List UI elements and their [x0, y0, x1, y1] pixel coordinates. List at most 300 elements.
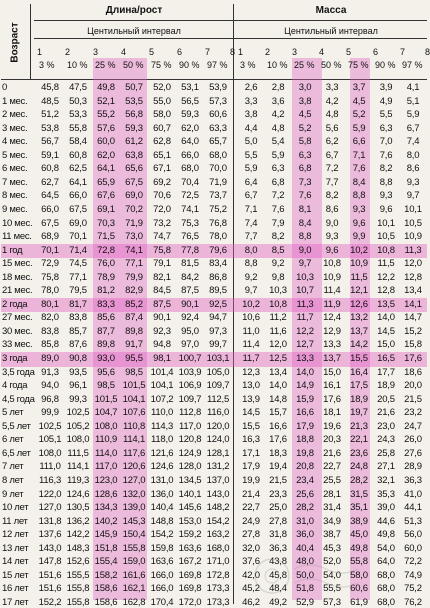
mass-value: 23,0	[377, 420, 395, 432]
row-age-label: 4 мес.	[2, 136, 28, 148]
mass-value: 3,9	[379, 82, 393, 93]
mass-interval-number: 8	[425, 47, 430, 57]
mass-value: 68,0	[377, 569, 395, 581]
row-age-label: 30 мес.	[2, 325, 33, 337]
mass-value: 24,7	[404, 420, 422, 432]
mass-value: 15,0	[377, 339, 395, 351]
length-value: 66,0	[69, 190, 87, 202]
length-value: 166,0	[150, 569, 174, 581]
mass-value: 25,0	[269, 502, 287, 514]
row-age-label: 8 лет	[2, 474, 24, 486]
mass-value: 16,6	[296, 407, 314, 419]
length-value: 53,9	[209, 82, 227, 93]
mass-value: 18,8	[296, 434, 314, 446]
mass-value: 15,8	[404, 339, 422, 351]
length-value: 75,8	[153, 244, 171, 256]
length-value: 120,0	[206, 420, 230, 432]
length-value: 140,4	[150, 502, 174, 514]
length-value: 57,6	[97, 122, 115, 134]
length-value: 148,8	[150, 515, 174, 527]
length-value: 78,0	[41, 285, 59, 297]
mass-value: 3,8	[244, 109, 258, 121]
mass-centile-label: 97 %	[402, 60, 423, 70]
mass-value: 49,8	[350, 542, 368, 554]
length-value: 63,8	[125, 149, 143, 161]
mass-value: 9,0	[325, 217, 339, 229]
mass-value: 17,6	[269, 434, 287, 446]
length-value: 96,1	[69, 380, 87, 392]
length-value: 117,6	[122, 447, 146, 459]
length-value: 158,6	[94, 583, 118, 595]
length-value: 53,3	[69, 109, 87, 121]
length-value: 147,8	[38, 556, 62, 568]
mass-value: 5,1	[406, 95, 420, 107]
mass-value: 23,6	[350, 447, 368, 459]
mass-value: 7,7	[244, 231, 258, 243]
length-header: Длина/рост	[105, 5, 163, 16]
length-value: 68,9	[41, 231, 59, 243]
length-value: 112,5	[206, 393, 230, 405]
length-value: 70,4	[181, 176, 199, 188]
length-value: 56,5	[181, 95, 199, 107]
length-value: 110,8	[122, 420, 146, 432]
length-value: 154,2	[206, 515, 230, 527]
mass-value: 9,3	[325, 231, 339, 243]
length-value: 79,9	[125, 271, 143, 283]
mass-value: 18,9	[350, 393, 368, 405]
mass-value: 32,0	[242, 542, 260, 554]
length-value: 61,2	[125, 136, 143, 148]
length-value: 52,1	[97, 95, 115, 107]
length-value: 137,0	[206, 474, 230, 486]
mass-value: 8,2	[379, 163, 393, 175]
length-value: 119,3	[66, 474, 90, 486]
mass-value: 2,8	[271, 82, 285, 93]
length-value: 120,6	[122, 461, 146, 473]
mass-value: 4,1	[406, 82, 420, 93]
length-value: 87,6	[69, 339, 87, 351]
length-value: 85,2	[125, 298, 143, 310]
row-age-label: 17 лет	[2, 596, 29, 608]
mass-value: 9,0	[298, 244, 312, 256]
mass-value: 21,5	[269, 474, 287, 486]
mass-value: 9,9	[352, 231, 366, 243]
mass-value: 49,2	[269, 596, 287, 608]
mass-value: 11,6	[269, 325, 287, 337]
mass-value: 10,9	[323, 271, 341, 283]
mass-value: 68,0	[377, 583, 395, 595]
length-value: 128,0	[178, 461, 202, 473]
length-value: 110,9	[94, 434, 118, 446]
length-value: 77,1	[69, 271, 87, 283]
row-age-label: 7 лет	[2, 461, 24, 473]
length-value: 79,6	[209, 244, 227, 256]
row-age-label: 3 года	[2, 353, 28, 364]
mass-value: 7,6	[271, 203, 285, 215]
length-value: 83,3	[97, 298, 115, 310]
mass-value: 3,8	[298, 95, 312, 107]
mass-value: 3,3	[244, 95, 258, 107]
length-value: 52,0	[153, 82, 171, 93]
length-value: 169,8	[178, 569, 202, 581]
mass-value: 5,0	[244, 136, 258, 148]
mass-centile-label: 75 %	[348, 60, 369, 70]
length-value: 69,0	[69, 217, 87, 229]
length-value: 49,8	[97, 82, 115, 93]
row-age-label: 5 лет	[2, 407, 24, 419]
mass-value: 13,0	[242, 380, 260, 392]
length-value: 51,2	[41, 109, 59, 121]
mass-centile-label: 50 %	[321, 60, 342, 70]
mass-value: 51,8	[296, 583, 314, 595]
length-value: 62,5	[69, 163, 87, 175]
mass-value: 25,5	[323, 474, 341, 486]
length-value: 117,0	[94, 461, 118, 473]
mass-value: 9,6	[325, 244, 339, 256]
mass-value: 27,6	[404, 447, 422, 459]
mass-value: 19,9	[242, 474, 260, 486]
row-age-label: 14 лет	[2, 556, 29, 568]
mass-value: 11,5	[377, 258, 395, 270]
length-value: 154,2	[150, 529, 174, 541]
length-value: 56,8	[125, 109, 143, 121]
row-age-label: 6 лет	[2, 434, 24, 446]
mass-value: 17,1	[242, 447, 260, 459]
length-centile-label: 50 %	[123, 60, 144, 70]
mass-value: 9,3	[352, 203, 366, 215]
length-value: 103,9	[178, 366, 202, 378]
mass-value: 15,7	[269, 407, 287, 419]
length-value: 76,8	[209, 217, 227, 229]
length-value: 95,5	[125, 353, 143, 364]
row-age-label: 10 лет	[2, 502, 29, 514]
mass-value: 24,8	[350, 461, 368, 473]
length-value: 104,1	[150, 380, 174, 392]
length-value: 131,2	[206, 461, 230, 473]
mass-value: 10,9	[404, 231, 422, 243]
mass-value: 4,8	[325, 109, 339, 121]
length-value: 60,6	[209, 109, 227, 121]
mass-value: 58,0	[350, 569, 368, 581]
length-value: 116,0	[206, 407, 230, 419]
mass-centile-label: 90 %	[375, 60, 396, 70]
length-value: 159,8	[150, 542, 174, 554]
mass-value: 5,5	[244, 149, 258, 161]
mass-value: 38,9	[350, 515, 368, 527]
length-centile-label: 90 %	[179, 60, 200, 70]
mass-value: 11,5	[350, 271, 368, 283]
mass-value: 14,0	[296, 366, 314, 378]
mass-value: 16,4	[350, 366, 368, 378]
mass-value: 7,7	[325, 176, 339, 188]
length-value: 73,2	[153, 217, 171, 229]
mass-value: 43,8	[269, 556, 287, 568]
length-value: 94,0	[41, 380, 59, 392]
length-value: 78,0	[209, 231, 227, 243]
mass-centile-label: 3 %	[240, 60, 256, 70]
mass-value: 72,2	[404, 556, 422, 568]
length-value: 145,6	[178, 502, 202, 514]
mass-value: 13,7	[350, 325, 368, 337]
row-age-label: 12 лет	[2, 529, 29, 541]
mass-value: 60,0	[404, 542, 422, 554]
length-value: 69,1	[97, 203, 115, 215]
mass-value: 11,7	[242, 353, 260, 364]
length-value: 95,6	[97, 366, 115, 378]
mass-value: 15,2	[404, 325, 422, 337]
mass-value: 10,3	[269, 285, 287, 297]
mass-value: 23,2	[404, 407, 422, 419]
mass-value: 8,5	[271, 244, 285, 256]
length-value: 162,1	[122, 583, 146, 595]
mass-value: 22,1	[350, 434, 368, 446]
mass-value: 7,0	[379, 136, 393, 148]
length-value: 107,2	[150, 393, 174, 405]
mass-value: 12,2	[377, 271, 395, 283]
length-value: 94,7	[209, 312, 227, 324]
mass-value: 17,9	[296, 420, 314, 432]
length-value: 104,1	[122, 393, 146, 405]
mass-value: 19,7	[350, 407, 368, 419]
length-value: 114,0	[94, 447, 118, 459]
mass-value: 2,6	[244, 82, 258, 93]
mass-value: 12,7	[296, 339, 314, 351]
length-interval-number: 2	[65, 47, 71, 57]
row-age-label: 3 мес.	[2, 122, 28, 134]
length-value: 148,3	[66, 542, 90, 554]
mass-value: 8,4	[298, 217, 312, 229]
mass-value: 27,1	[377, 461, 395, 473]
length-value: 163,2	[206, 529, 230, 541]
mass-value: 48,4	[269, 583, 287, 595]
mass-value: 28,2	[296, 502, 314, 514]
mass-value: 7,6	[298, 190, 312, 202]
mass-value: 27,8	[269, 515, 287, 527]
mass-value: 38,7	[323, 529, 341, 541]
length-value: 62,8	[153, 136, 171, 148]
mass-interval-number: 6	[373, 47, 379, 57]
row-age-label: 9 мес.	[2, 203, 28, 215]
mass-value: 14,5	[377, 325, 395, 337]
mass-value: 24,3	[377, 434, 395, 446]
mass-interval-number: 1	[238, 47, 244, 57]
length-value: 87,7	[97, 325, 115, 337]
length-value: 69,2	[153, 176, 171, 188]
mass-value: 8,8	[379, 176, 393, 188]
mass-value: 9,6	[352, 217, 366, 229]
mass-value: 20,8	[296, 461, 314, 473]
mass-value: 52,9	[296, 596, 314, 608]
length-value: 75,2	[209, 203, 227, 215]
mass-value: 75,2	[404, 583, 422, 595]
length-value: 65,9	[97, 176, 115, 188]
mass-value: 9,6	[379, 203, 393, 215]
mass-value: 9,7	[244, 285, 258, 297]
mass-value: 16,6	[269, 420, 287, 432]
mass-value: 10,5	[377, 231, 395, 243]
row-age-label: 7 мес.	[2, 176, 28, 188]
row-age-label: 6,5 лет	[2, 447, 31, 459]
mass-value: 6,4	[244, 176, 258, 188]
mass-value: 14,0	[269, 380, 287, 392]
row-age-label: 13 лет	[2, 542, 29, 554]
row-age-label: 5,5 лет	[2, 420, 31, 432]
length-value: 87,5	[153, 298, 171, 310]
mass-value: 35,3	[377, 488, 395, 500]
watermark-logo	[250, 555, 370, 597]
mass-value: 11,7	[296, 312, 314, 324]
length-value: 74,1	[125, 244, 143, 256]
row-age-label: 2 года	[2, 298, 28, 310]
length-value: 57,3	[209, 95, 227, 107]
mass-value: 8,1	[298, 203, 312, 215]
length-value: 60,8	[41, 163, 59, 175]
length-value: 60,8	[69, 149, 87, 161]
mass-value: 5,5	[379, 109, 393, 121]
mass-value: 9,2	[244, 271, 258, 283]
mass-value: 17,6	[323, 393, 341, 405]
mass-value: 6,3	[379, 122, 393, 134]
length-value: 162,8	[122, 596, 146, 608]
mass-value: 12,1	[350, 285, 368, 297]
length-value: 109,7	[178, 393, 202, 405]
mass-value: 11,3	[296, 298, 314, 310]
mass-value: 48,0	[296, 556, 314, 568]
length-value: 76,5	[181, 231, 199, 243]
mass-value: 41,0	[404, 488, 422, 500]
length-value: 82,0	[41, 312, 59, 324]
length-value: 65,6	[125, 163, 143, 175]
length-value: 163,6	[150, 556, 174, 568]
mass-value: 39,0	[377, 502, 395, 514]
length-value: 155,8	[66, 583, 90, 595]
mass-value: 28,1	[323, 488, 341, 500]
mass-value: 34,9	[323, 515, 341, 527]
length-centile-label: 25 %	[95, 60, 116, 70]
mass-value: 7,1	[352, 149, 366, 161]
length-value: 124,0	[206, 434, 230, 446]
length-value: 67,5	[69, 203, 87, 215]
length-value: 158,2	[94, 569, 118, 581]
length-value: 83,4	[209, 258, 227, 270]
length-value: 172,0	[178, 596, 202, 608]
mass-value: 12,4	[323, 312, 341, 324]
length-value: 167,2	[178, 556, 202, 568]
mass-value: 12,9	[323, 325, 341, 337]
mass-value: 14,8	[269, 393, 287, 405]
length-value: 92,5	[209, 298, 227, 310]
mass-value: 28,9	[404, 461, 422, 473]
mass-value: 8,8	[352, 190, 366, 202]
mass-value: 56,0	[404, 529, 422, 541]
mass-value: 12,3	[242, 366, 260, 378]
length-value: 98,5	[125, 366, 143, 378]
mass-value: 4,9	[379, 95, 393, 107]
mass-value: 10,5	[404, 217, 422, 229]
mass-value: 60,6	[350, 583, 368, 595]
length-value: 159,0	[122, 556, 146, 568]
mass-value: 55,5	[323, 583, 341, 595]
mass-value: 13,2	[350, 312, 368, 324]
mass-value: 13,4	[269, 366, 287, 378]
length-value: 64,1	[97, 163, 115, 175]
mass-value: 7,9	[271, 217, 285, 229]
mass-value: 6,7	[325, 149, 339, 161]
length-value: 47,5	[69, 82, 87, 93]
mass-value: 11,2	[269, 312, 287, 324]
length-value: 139,0	[122, 502, 146, 514]
mass-value: 18,6	[404, 366, 422, 378]
length-value: 89,5	[209, 285, 227, 297]
length-centile-label: 10 %	[67, 60, 88, 70]
mass-value: 10,7	[296, 285, 314, 297]
mass-value: 13,5	[377, 298, 395, 310]
length-value: 70,2	[125, 203, 143, 215]
length-value: 85,8	[41, 339, 59, 351]
length-value: 72,5	[181, 190, 199, 202]
length-value: 105,1	[38, 434, 62, 446]
length-value: 173,3	[206, 583, 230, 595]
mass-value: 27,8	[242, 529, 260, 541]
length-value: 105,0	[206, 366, 230, 378]
mass-value: 25,6	[296, 488, 314, 500]
mass-value: 17,5	[350, 380, 368, 392]
length-value: 65,7	[209, 136, 227, 148]
mass-value: 10,8	[269, 298, 287, 310]
length-value: 124,6	[66, 488, 90, 500]
length-value: 75,3	[181, 217, 199, 229]
mass-value: 22,7	[323, 461, 341, 473]
row-age-label: 21 мес.	[2, 285, 33, 297]
row-age-label: 1 мес.	[2, 95, 28, 107]
mass-value: 8,2	[325, 190, 339, 202]
length-value: 108,0	[94, 420, 118, 432]
mass-value: 19,8	[296, 447, 314, 459]
length-interval-number: 1	[37, 47, 43, 57]
mass-value: 13,3	[296, 353, 314, 364]
length-value: 137,6	[38, 529, 62, 541]
length-value: 64,0	[181, 136, 199, 148]
length-value: 90,1	[153, 312, 171, 324]
length-value: 121,6	[150, 447, 174, 459]
mass-value: 12,0	[404, 258, 422, 270]
mass-value: 18,3	[269, 447, 287, 459]
length-value: 59,3	[181, 109, 199, 121]
length-value: 67,1	[153, 163, 171, 175]
mass-value: 10,6	[242, 312, 260, 324]
mass-value: 14,0	[377, 312, 395, 324]
length-value: 124,6	[150, 461, 174, 473]
length-value: 55,8	[69, 122, 87, 134]
length-value: 71,9	[125, 217, 143, 229]
length-value: 81,5	[181, 258, 199, 270]
mass-value: 45,0	[350, 529, 368, 541]
mass-interval-number: 2	[265, 47, 271, 57]
header-rule-top	[34, 20, 427, 21]
length-value: 169,8	[178, 583, 202, 595]
length-value: 63,3	[209, 122, 227, 134]
mass-value: 54,0	[377, 542, 395, 554]
mass-value: 10,8	[377, 244, 395, 256]
length-value: 93,0	[97, 353, 115, 364]
length-value: 136,0	[150, 488, 174, 500]
mass-value: 15,9	[296, 393, 314, 405]
mass-value: 9,7	[298, 258, 312, 270]
mass-value: 23,3	[269, 488, 287, 500]
mass-value: 4,2	[271, 109, 285, 121]
mass-value: 8,8	[244, 258, 258, 270]
mass-value: 45,8	[269, 569, 287, 581]
